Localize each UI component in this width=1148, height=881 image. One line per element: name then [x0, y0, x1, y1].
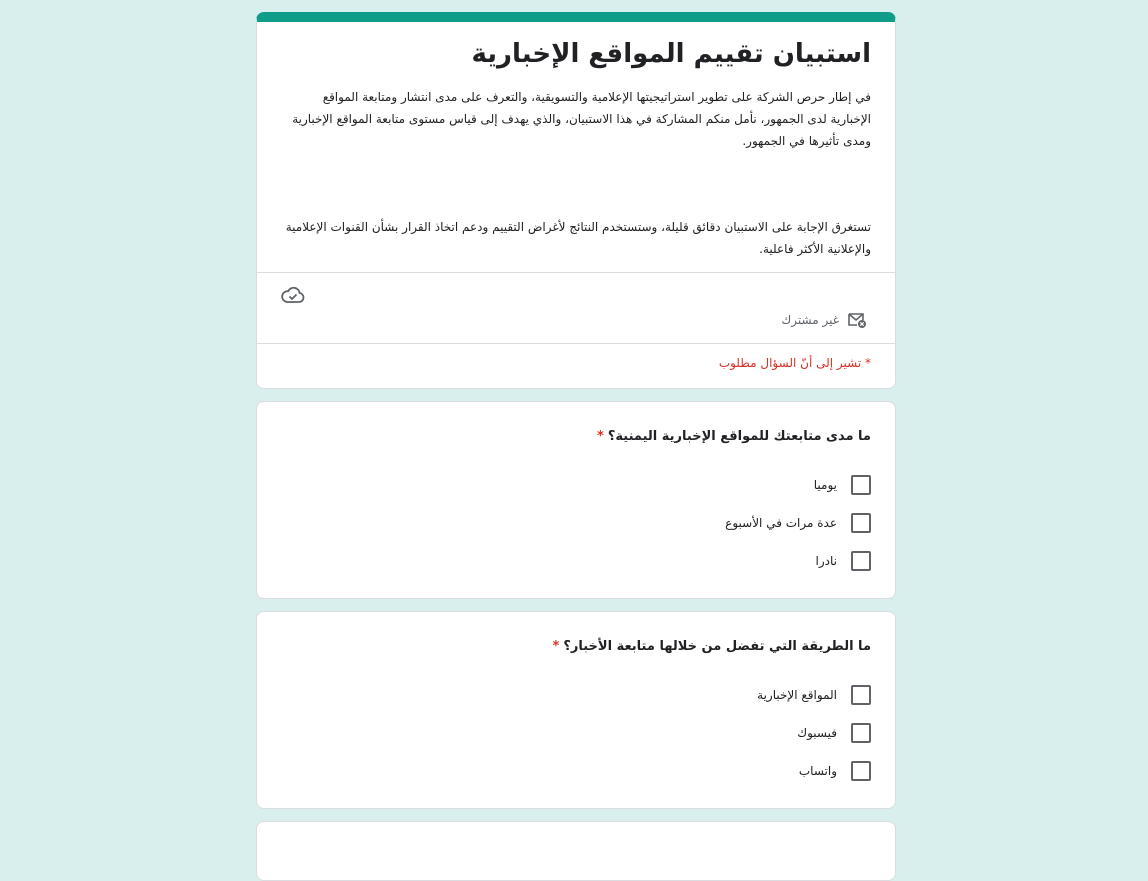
- required-star: *: [552, 639, 560, 654]
- option-row[interactable]: [281, 676, 871, 714]
- checkbox[interactable]: [851, 475, 871, 495]
- option-row[interactable]: [281, 542, 871, 580]
- option-label: عدة مرات في الأسبوع: [725, 516, 837, 530]
- question-card-3-partial: [256, 821, 896, 881]
- question-card-1: [256, 401, 896, 599]
- question-text: ما مدى متابعتك للمواقع الإخبارية اليمنية؟: [607, 429, 871, 444]
- checkbox[interactable]: [851, 513, 871, 533]
- checkbox[interactable]: [851, 551, 871, 571]
- checkbox[interactable]: [851, 685, 871, 705]
- form-container: [256, 0, 896, 881]
- account-row: [257, 273, 895, 343]
- option-row[interactable]: [281, 714, 871, 752]
- form-description-paragraph-1: في إطار حرص الشركة على تطوير استراتيجيتها الإعلامية والتسويقية، والتعرف على مدى انتشار ومتابعة المواقع الإخبارية لدى الجمهور، نأمل منكم المشاركة في هذا الاستبيان، والذي يهدف إلى قياس مستوى متابعة المواقع الإخبارية ومدى تأثيرها في الجمهور.: [292, 90, 871, 148]
- question-title: [281, 636, 871, 658]
- option-label: يوميا: [813, 478, 837, 492]
- question-text: ما الطريقة التي تفضل من خلالها متابعة الأخبار؟: [563, 639, 871, 654]
- option-row[interactable]: [281, 466, 871, 504]
- question-title: [281, 426, 871, 448]
- required-note: * تشير إلى أنّ السؤال مطلوب: [718, 356, 871, 370]
- question-card-2: [256, 611, 896, 809]
- option-label: فيسبوك: [797, 726, 837, 740]
- option-label: المواقع الإخبارية: [757, 688, 837, 702]
- checkbox[interactable]: [851, 761, 871, 781]
- required-star: *: [597, 429, 604, 444]
- not-shared-status: [781, 311, 867, 329]
- not-shared-label: غير مشترك: [781, 313, 839, 327]
- option-label: واتساب: [798, 764, 837, 778]
- mail-not-shared-icon: [847, 311, 867, 329]
- option-row[interactable]: [281, 752, 871, 790]
- form-description-paragraph-2: تستغرق الإجابة على الاستبيان دقائق قليلة، وستستخدم النتائج لأغراض التقييم ودعم اتخاذ القرار بشأن القنوات الإعلامية والإعلانية الأكثر فاعلية.: [285, 220, 871, 256]
- checkbox[interactable]: [851, 723, 871, 743]
- option-label: نادرا: [815, 554, 837, 568]
- form-header-card: [256, 12, 896, 389]
- cloud-saved-icon: [281, 285, 305, 305]
- form-title: استبيان تقييم المواقع الإخبارية: [471, 39, 871, 69]
- option-row[interactable]: [281, 504, 871, 542]
